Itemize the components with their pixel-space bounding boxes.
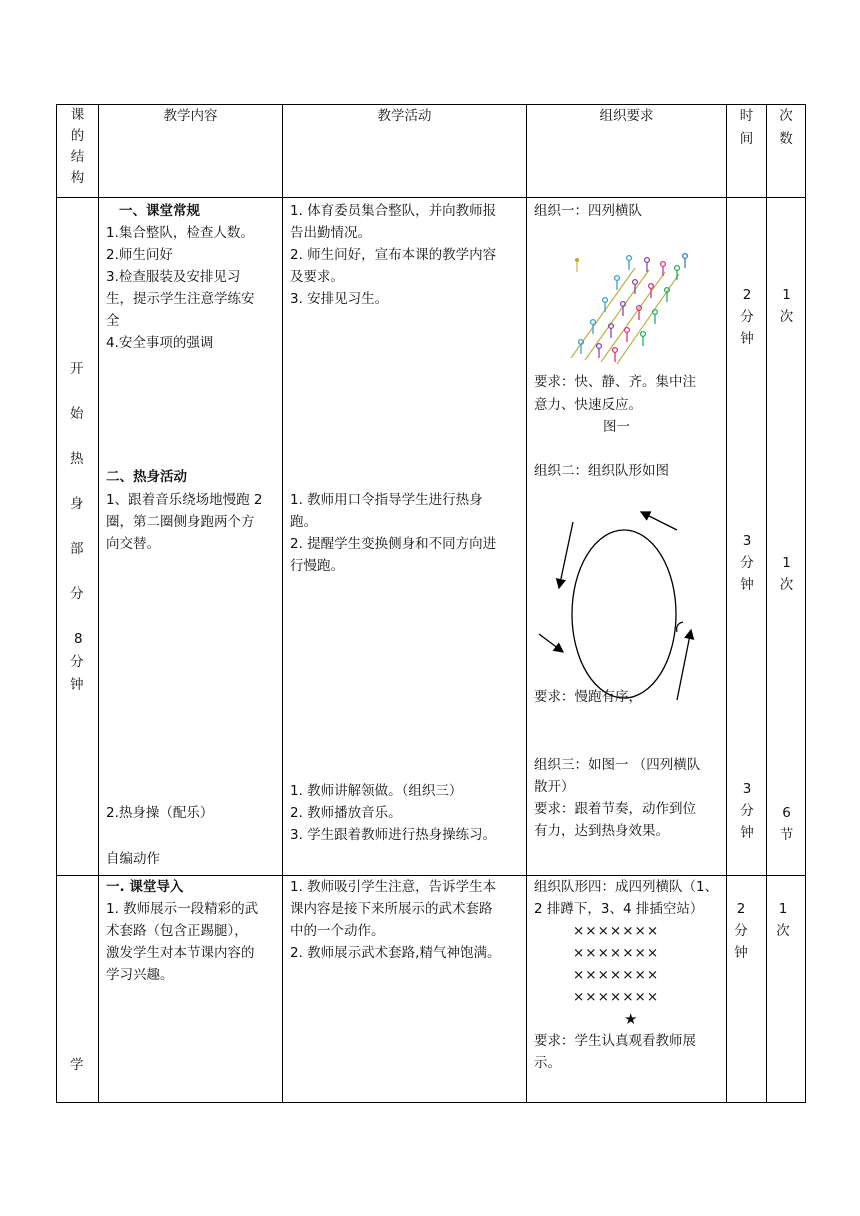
- formation-row: ×××××××: [573, 989, 660, 1005]
- warmup-label-char: 始: [70, 406, 84, 422]
- warmup-label-char: 8: [74, 631, 83, 647]
- section-learning-label: [57, 876, 99, 1103]
- count-value: 1: [782, 287, 791, 303]
- warmup-activity-line: 2. 提醒学生变换侧身和不同方向进: [290, 536, 497, 552]
- warmup-label-char: 钟: [70, 677, 84, 693]
- section-warmup-row: [57, 198, 806, 876]
- header-structure-char: 的: [70, 128, 85, 144]
- intro-activity-line: 中的一个动作。: [290, 923, 385, 939]
- warmup-activity: [283, 198, 527, 876]
- time-unit: 钟: [734, 945, 748, 961]
- exercise-activity-line: 3. 学生跟着教师进行热身操练习。: [290, 827, 497, 843]
- header-structure-char: 结: [70, 149, 85, 165]
- header-count-char: 数: [779, 130, 793, 147]
- intro-heading: 一. 课堂导入: [106, 879, 184, 895]
- org-three-line: 组织三：如图一 （四列横队: [534, 757, 701, 773]
- org-four-req: 要求：学生认真观看教师展: [534, 1033, 696, 1049]
- org-three-line: 有力，达到热身效果。: [534, 823, 669, 839]
- header-activity: 教学活动: [283, 105, 527, 198]
- count-value: 1: [782, 555, 791, 571]
- time-value: 3: [742, 533, 752, 549]
- count-unit: 节: [779, 827, 794, 843]
- org-two-req: 要求：慢跑有序，: [534, 689, 642, 705]
- intro-activity-line: 课内容是接下来所展示的武术套路: [290, 901, 493, 917]
- routine-heading: 一、课堂常规: [119, 203, 200, 219]
- exercise-heading: 2.热身操（配乐）: [106, 805, 214, 821]
- warmup-item: 圈，第二圈侧身跑两个方: [106, 514, 255, 530]
- teacher-star-icon: ★: [624, 1010, 638, 1028]
- routine-activity-line: 告出勤情况。: [290, 225, 371, 241]
- intro-item: 术套路（包含正踢腿），: [106, 923, 248, 939]
- warmup-requirements: [527, 198, 727, 876]
- routine-item: 1.集合整队，检查人数。: [106, 225, 254, 241]
- time-unit: 钟: [740, 825, 754, 841]
- running-track-diagram: [537, 510, 717, 700]
- warmup-content: [99, 198, 283, 876]
- time-unit: 分: [740, 309, 754, 325]
- formation-row: ×××××××: [573, 945, 660, 961]
- org-four-line: 2 排蹲下，3、4 排插空站）: [534, 901, 704, 917]
- exercise-activity-line: 2. 教师播放音乐。: [290, 805, 402, 821]
- intro-activity-line: 1. 教师吸引学生注意，告诉学生本: [290, 879, 497, 895]
- warmup-label-char: 分: [70, 586, 84, 602]
- four-row-formation-figure: [563, 248, 693, 368]
- warmup-time: [727, 198, 767, 876]
- time-value: 2: [742, 287, 752, 303]
- warmup-item: 向交替。: [106, 536, 160, 552]
- section-warmup-label: [57, 198, 99, 876]
- routine-item: 生，提示学生注意学练安: [106, 291, 255, 307]
- warmup-label-char: 部: [70, 541, 84, 557]
- count-value: 6: [782, 805, 791, 821]
- warmup-activity-line: 跑。: [290, 514, 317, 530]
- intro-item: 激发学生对本节课内容的: [106, 945, 255, 961]
- org-one-req: 要求：快、静、齐。集中注: [534, 374, 696, 390]
- time-unit: 分: [740, 555, 754, 571]
- warmup-label-char: 身: [70, 496, 84, 512]
- routine-item: 4.安全事项的强调: [106, 335, 214, 351]
- learning-label-char: 学: [70, 1057, 84, 1073]
- figure-caption: 图一: [603, 419, 630, 435]
- intro-time: [727, 876, 767, 1103]
- warmup-count: [767, 198, 806, 876]
- org-three-line: 散开）: [534, 779, 575, 795]
- formation-row: ×××××××: [573, 923, 660, 939]
- count-unit: 次: [779, 577, 794, 593]
- org-four-req: 示。: [534, 1055, 561, 1071]
- routine-activity-line: 3. 安排见习生。: [290, 291, 389, 307]
- routine-item: 3.检查服装及安排见习: [106, 269, 241, 285]
- time-unit: 钟: [740, 577, 754, 593]
- time-unit: 分: [734, 923, 748, 939]
- warmup-activity-line: 行慢跑。: [290, 558, 344, 574]
- intro-item: 1. 教师展示一段精彩的武: [106, 901, 259, 917]
- routine-activity-line: 及要求。: [290, 269, 344, 285]
- formation-row: ×××××××: [573, 967, 660, 983]
- warmup-label-char: 热: [70, 451, 84, 467]
- org-two-title: 组织二：组织队形如图: [534, 463, 669, 479]
- routine-item: 2.师生问好: [106, 247, 173, 263]
- org-one-req: 意力、快速反应。: [534, 397, 642, 413]
- header-structure: [57, 105, 99, 198]
- header-count-char: 次: [779, 108, 793, 124]
- exercise-activity-line: 1. 教师讲解领做。（组织三）: [290, 783, 463, 799]
- org-three-line: 要求：跟着节奏，动作到位: [534, 801, 696, 817]
- header-row: [57, 105, 806, 198]
- header-time: [727, 105, 767, 198]
- org-four-line: 组织队形四：成四列横队（1、: [534, 879, 719, 895]
- warmup-item: 1、跟着音乐绕场地慢跑 2: [106, 492, 263, 508]
- time-value: 2: [736, 901, 746, 917]
- header-requirements: 组织要求: [527, 105, 727, 198]
- time-unit: 钟: [740, 331, 754, 347]
- warmup-activity-line: 1. 教师用口令指导学生进行热身: [290, 492, 483, 508]
- time-unit: 分: [740, 803, 754, 819]
- intro-count: [767, 876, 806, 1103]
- org-one-title: 组织一：四列横队: [534, 203, 642, 219]
- warmup-label-char: 开: [70, 361, 84, 377]
- warmup-heading: 二、热身活动: [106, 469, 187, 485]
- header-content: 教学内容: [99, 105, 283, 198]
- intro-requirements: [527, 876, 727, 1103]
- count-value: 1: [778, 901, 788, 917]
- warmup-label-char: 分: [70, 654, 84, 670]
- header-time-char: 间: [739, 130, 754, 147]
- header-time-char: 时: [739, 108, 754, 124]
- lesson-plan-table: [56, 104, 806, 1103]
- section-learning-row: [57, 876, 806, 1103]
- intro-activity: [283, 876, 527, 1103]
- intro-item: 学习兴趣。: [106, 967, 174, 983]
- routine-activity-line: 2. 师生问好，宣布本课的教学内容: [290, 247, 497, 263]
- header-structure-char: 构: [70, 170, 85, 186]
- time-value: 3: [742, 781, 752, 797]
- intro-content: [99, 876, 283, 1103]
- count-unit: 次: [779, 309, 794, 325]
- count-unit: 次: [776, 923, 790, 939]
- exercise-extra: 自编动作: [106, 851, 160, 867]
- header-count: [767, 105, 806, 198]
- routine-activity-line: 1. 体育委员集合整队，并向教师报: [290, 203, 497, 219]
- intro-activity-line: 2. 教师展示武术套路,精气神饱满。: [290, 945, 501, 961]
- header-structure-char: 课: [70, 107, 85, 123]
- routine-item: 全: [106, 313, 120, 329]
- track-small-arrow: [673, 618, 693, 638]
